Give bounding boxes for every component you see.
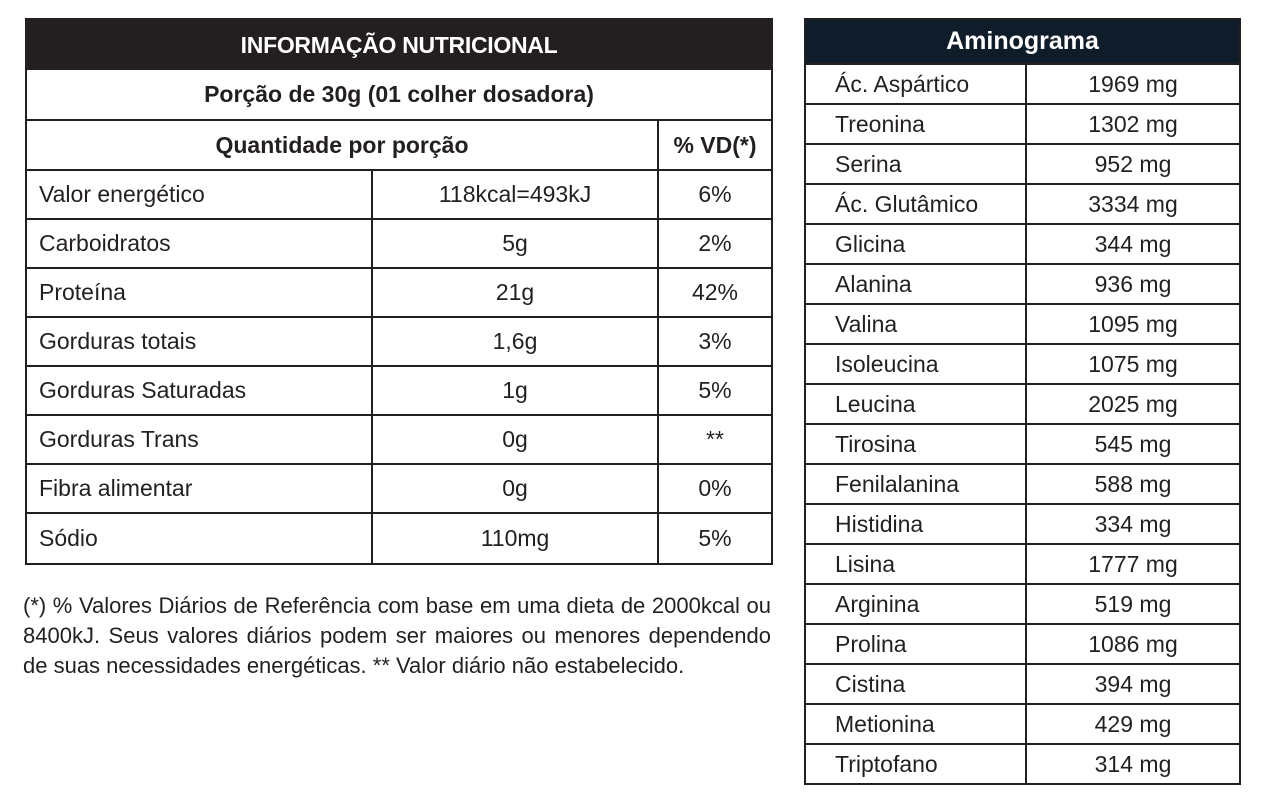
amino-acid-value: 1302 mg <box>1088 110 1178 137</box>
amino-acid-name: Cistina <box>806 665 1027 703</box>
amino-acid-value: 588 mg <box>1094 470 1172 497</box>
amino-acid-name: Histidina <box>806 505 1027 543</box>
nutrient-amount: 21g <box>373 269 659 316</box>
aminogram-row <box>806 263 1239 303</box>
amino-acid-name: Metionina <box>806 705 1027 743</box>
aminogram-row <box>806 583 1239 623</box>
amino-acid-value: 314 mg <box>1094 750 1172 777</box>
nutrition-row <box>27 318 771 367</box>
nutrient-vd: 5% <box>698 525 732 551</box>
aminogram-table <box>804 18 1241 785</box>
nutrition-row <box>27 367 771 416</box>
nutrient-vd: 2% <box>698 230 732 256</box>
aminogram-row <box>806 383 1239 423</box>
amino-acid-name: Fenilalanina <box>806 465 1027 503</box>
aminogram-row <box>806 623 1239 663</box>
aminogram-row <box>806 543 1239 583</box>
amino-acid-value: 519 mg <box>1094 590 1172 617</box>
amino-acid-value: 1086 mg <box>1088 630 1178 657</box>
aminogram-row <box>806 463 1239 503</box>
aminogram-row <box>806 423 1239 463</box>
aminogram-row <box>806 703 1239 743</box>
nutrient-name: Carboidratos <box>27 220 373 267</box>
aminogram-row <box>806 223 1239 263</box>
amino-acid-value: 1075 mg <box>1088 350 1178 377</box>
amino-acid-value: 936 mg <box>1094 270 1172 297</box>
amino-acid-name: Treonina <box>806 105 1027 143</box>
amino-acid-value: 1095 mg <box>1088 310 1178 337</box>
nutrient-vd: 0% <box>698 475 732 501</box>
vd-header: % VD(*) <box>673 131 757 158</box>
amino-acid-value: 952 mg <box>1094 150 1172 177</box>
amino-acid-name: Prolina <box>806 625 1027 663</box>
aminogram-row <box>806 183 1239 223</box>
nutrient-amount: 118kcal=493kJ <box>373 171 659 218</box>
nutrient-name: Fibra alimentar <box>27 465 373 512</box>
quantity-header: Quantidade por porção <box>27 121 659 169</box>
aminogram-row <box>806 63 1239 103</box>
amino-acid-value: 545 mg <box>1094 430 1172 457</box>
amino-acid-value: 1777 mg <box>1088 550 1178 577</box>
nutrition-row <box>27 416 771 465</box>
nutrient-vd: 42% <box>691 279 739 305</box>
aminogram-row <box>806 343 1239 383</box>
aminogram-rows <box>806 63 1239 783</box>
aminogram-row <box>806 663 1239 703</box>
amino-acid-name: Lisina <box>806 545 1027 583</box>
nutrient-vd: 6% <box>698 181 732 207</box>
amino-acid-value: 3334 mg <box>1088 190 1178 217</box>
nutrition-title: INFORMAÇÃO NUTRICIONAL <box>27 20 771 70</box>
nutrient-vd: ** <box>706 426 724 452</box>
nutrition-row <box>27 269 771 318</box>
nutrient-name: Gorduras totais <box>27 318 373 365</box>
nutrient-amount: 5g <box>373 220 659 267</box>
amino-acid-value: 394 mg <box>1094 670 1172 697</box>
nutrition-row <box>27 465 771 514</box>
amino-acid-value: 334 mg <box>1094 510 1172 537</box>
nutrition-row <box>27 171 771 220</box>
nutrient-name: Gorduras Saturadas <box>27 367 373 414</box>
portion-label: Porção de 30g (01 colher dosadora) <box>27 70 771 121</box>
amino-acid-name: Serina <box>806 145 1027 183</box>
aminogram-row <box>806 143 1239 183</box>
amino-acid-name: Isoleucina <box>806 345 1027 383</box>
amino-acid-name: Triptofano <box>806 745 1027 783</box>
amino-acid-name: Valina <box>806 305 1027 343</box>
nutrient-name: Proteína <box>27 269 373 316</box>
amino-acid-value: 2025 mg <box>1088 390 1178 417</box>
amino-acid-name: Ác. Glutâmico <box>806 185 1027 223</box>
nutrition-header-row <box>27 121 771 171</box>
footnote: (*) % Valores Diários de Referência com base em uma dieta de 2000kcal ou 8400kJ. Seus valores diários podem ser maiores ou menores dependendo de suas necessidades energéticas. ** Valor diário não estabelecido. <box>23 593 771 678</box>
nutrient-amount: 1g <box>373 367 659 414</box>
nutrient-name: Sódio <box>27 514 373 563</box>
aminogram-row <box>806 743 1239 783</box>
nutrient-name: Gorduras Trans <box>27 416 373 463</box>
nutrient-amount: 0g <box>373 465 659 512</box>
aminogram-row <box>806 503 1239 543</box>
nutrient-amount: 110mg <box>373 514 659 563</box>
amino-acid-name: Glicina <box>806 225 1027 263</box>
nutrient-vd: 3% <box>698 328 732 354</box>
amino-acid-name: Alanina <box>806 265 1027 303</box>
aminogram-row <box>806 103 1239 143</box>
nutrient-name: Valor energético <box>27 171 373 218</box>
nutrition-row <box>27 514 771 563</box>
nutrition-table <box>25 18 773 565</box>
aminogram-row <box>806 303 1239 343</box>
nutrition-row <box>27 220 771 269</box>
amino-acid-name: Ác. Aspártico <box>806 65 1027 103</box>
nutrition-rows <box>27 171 771 563</box>
aminogram-title: Aminograma <box>806 20 1239 63</box>
amino-acid-name: Arginina <box>806 585 1027 623</box>
nutrient-amount: 1,6g <box>373 318 659 365</box>
amino-acid-name: Leucina <box>806 385 1027 423</box>
nutrient-vd: 5% <box>698 377 732 403</box>
nutrient-amount: 0g <box>373 416 659 463</box>
amino-acid-value: 1969 mg <box>1088 70 1178 97</box>
amino-acid-value: 429 mg <box>1094 710 1172 737</box>
amino-acid-name: Tirosina <box>806 425 1027 463</box>
amino-acid-value: 344 mg <box>1094 230 1172 257</box>
